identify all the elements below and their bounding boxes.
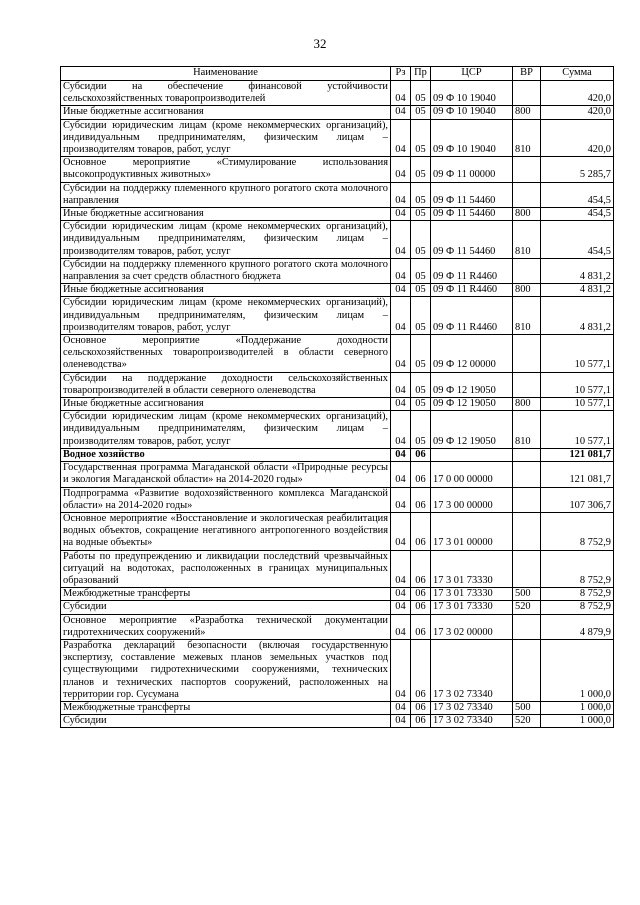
cell-name: Субсидии юридическим лицам (кроме некоммерческих организаций), индивидуальным предпринимателям, физическим лицам – производителям товаров, работ, услуг bbox=[61, 411, 391, 449]
cell-name: Основное мероприятие «Восстановление и экологическая реабилитация водных объектов, сокращение негативного антропогенного воздействия на водные объекты» bbox=[61, 512, 391, 550]
cell-sum: 1 000,0 bbox=[541, 701, 614, 714]
table-row bbox=[61, 284, 614, 297]
header-pr: Пр bbox=[411, 67, 431, 81]
cell-pr: 06 bbox=[411, 614, 431, 639]
cell-sum: 107 306,7 bbox=[541, 487, 614, 512]
table-row bbox=[61, 462, 614, 487]
cell-vr: 810 bbox=[513, 297, 541, 335]
cell-csr: 09 Ф 11 54460 bbox=[431, 182, 513, 207]
cell-pr: 06 bbox=[411, 448, 431, 461]
cell-sum: 454,5 bbox=[541, 208, 614, 221]
table-row bbox=[61, 119, 614, 157]
header-csr: ЦСР bbox=[431, 67, 513, 81]
table-row bbox=[61, 614, 614, 639]
cell-sum: 4 879,9 bbox=[541, 614, 614, 639]
header-name: Наименование bbox=[61, 67, 391, 81]
cell-pr: 06 bbox=[411, 601, 431, 614]
cell-name: Субсидии на поддержание доходности сельскохозяйственных товаропроизводителей в области северного оленеводства bbox=[61, 372, 391, 397]
cell-csr: 09 Ф 12 19050 bbox=[431, 411, 513, 449]
cell-csr: 09 Ф 11 R4460 bbox=[431, 258, 513, 283]
cell-csr: 17 3 01 73330 bbox=[431, 601, 513, 614]
cell-rz: 04 bbox=[391, 258, 411, 283]
cell-vr bbox=[513, 258, 541, 283]
cell-rz: 04 bbox=[391, 106, 411, 119]
cell-pr: 05 bbox=[411, 221, 431, 259]
cell-pr: 05 bbox=[411, 335, 431, 373]
page-number: 32 bbox=[313, 36, 327, 51]
cell-pr: 05 bbox=[411, 398, 431, 411]
cell-csr: 09 Ф 12 00000 bbox=[431, 335, 513, 373]
cell-pr: 06 bbox=[411, 462, 431, 487]
table-row bbox=[61, 588, 614, 601]
cell-sum: 10 577,1 bbox=[541, 372, 614, 397]
cell-name: Государственная программа Магаданской области «Природные ресурсы и экология Магаданской области» на 2014-2020 годы» bbox=[61, 462, 391, 487]
cell-vr bbox=[513, 462, 541, 487]
cell-csr: 17 3 01 73330 bbox=[431, 588, 513, 601]
cell-pr: 05 bbox=[411, 297, 431, 335]
cell-pr: 05 bbox=[411, 119, 431, 157]
cell-csr: 17 3 02 00000 bbox=[431, 614, 513, 639]
cell-name: Разработка деклараций безопасности (включая государственную экспертизу, составление межевых планов земельных участков под существующими гидротехническими сооружениями, технических планов и технических паспортов сооружений, расположенных на территории гор. Сусумана bbox=[61, 639, 391, 701]
cell-vr bbox=[513, 550, 541, 588]
cell-rz: 04 bbox=[391, 462, 411, 487]
cell-pr: 06 bbox=[411, 550, 431, 588]
cell-pr: 05 bbox=[411, 372, 431, 397]
budget-table bbox=[60, 66, 614, 728]
cell-name: Субсидии bbox=[61, 715, 391, 728]
table-header-row bbox=[61, 67, 614, 81]
cell-rz: 04 bbox=[391, 157, 411, 182]
cell-pr: 05 bbox=[411, 182, 431, 207]
cell-rz: 04 bbox=[391, 335, 411, 373]
cell-sum: 8 752,9 bbox=[541, 550, 614, 588]
header-sum: Сумма bbox=[541, 67, 614, 81]
cell-name: Иные бюджетные ассигнования bbox=[61, 208, 391, 221]
cell-csr: 09 Ф 10 19040 bbox=[431, 106, 513, 119]
table-row bbox=[61, 208, 614, 221]
cell-vr: 500 bbox=[513, 588, 541, 601]
table-row bbox=[61, 106, 614, 119]
cell-vr bbox=[513, 157, 541, 182]
budget-table-body bbox=[61, 81, 614, 728]
cell-csr: 09 Ф 12 19050 bbox=[431, 398, 513, 411]
table-row bbox=[61, 335, 614, 373]
cell-vr: 520 bbox=[513, 601, 541, 614]
cell-rz: 04 bbox=[391, 701, 411, 714]
cell-vr: 810 bbox=[513, 221, 541, 259]
cell-vr: 800 bbox=[513, 208, 541, 221]
cell-csr: 17 3 00 00000 bbox=[431, 487, 513, 512]
cell-vr bbox=[513, 81, 541, 106]
cell-name: Основное мероприятие «Стимулирование использования высокопродуктивных животных» bbox=[61, 157, 391, 182]
cell-pr: 05 bbox=[411, 411, 431, 449]
cell-csr: 09 Ф 10 19040 bbox=[431, 81, 513, 106]
cell-sum: 1 000,0 bbox=[541, 715, 614, 728]
table-row bbox=[61, 701, 614, 714]
table-row bbox=[61, 639, 614, 701]
cell-rz: 04 bbox=[391, 411, 411, 449]
cell-rz: 04 bbox=[391, 639, 411, 701]
cell-vr bbox=[513, 335, 541, 373]
cell-vr: 800 bbox=[513, 398, 541, 411]
cell-vr bbox=[513, 512, 541, 550]
cell-pr: 05 bbox=[411, 106, 431, 119]
cell-rz: 04 bbox=[391, 614, 411, 639]
cell-name: Иные бюджетные ассигнования bbox=[61, 106, 391, 119]
cell-csr: 09 Ф 11 00000 bbox=[431, 157, 513, 182]
table-row bbox=[61, 715, 614, 728]
cell-sum: 8 752,9 bbox=[541, 512, 614, 550]
cell-csr: 09 Ф 11 54460 bbox=[431, 208, 513, 221]
cell-name: Субсидии bbox=[61, 601, 391, 614]
table-row bbox=[61, 157, 614, 182]
cell-name: Подпрограмма «Развитие водохозяйственного комплекса Магаданской области» на 2014-2020 годы» bbox=[61, 487, 391, 512]
cell-rz: 04 bbox=[391, 448, 411, 461]
header-rz: Рз bbox=[391, 67, 411, 81]
cell-rz: 04 bbox=[391, 601, 411, 614]
table-row bbox=[61, 258, 614, 283]
cell-rz: 04 bbox=[391, 284, 411, 297]
table-row bbox=[61, 81, 614, 106]
cell-csr: 09 Ф 10 19040 bbox=[431, 119, 513, 157]
cell-rz: 04 bbox=[391, 512, 411, 550]
table-row bbox=[61, 182, 614, 207]
cell-pr: 05 bbox=[411, 258, 431, 283]
cell-vr bbox=[513, 487, 541, 512]
cell-sum: 420,0 bbox=[541, 81, 614, 106]
cell-sum: 4 831,2 bbox=[541, 297, 614, 335]
cell-pr: 05 bbox=[411, 208, 431, 221]
cell-vr: 520 bbox=[513, 715, 541, 728]
cell-sum: 10 577,1 bbox=[541, 398, 614, 411]
cell-sum: 121 081,7 bbox=[541, 462, 614, 487]
table-row bbox=[61, 601, 614, 614]
cell-name: Работы по предупреждению и ликвидации последствий чрезвычайных ситуаций на водотоках, расположенных в границах муниципальных образований bbox=[61, 550, 391, 588]
cell-vr bbox=[513, 182, 541, 207]
cell-rz: 04 bbox=[391, 182, 411, 207]
cell-sum: 454,5 bbox=[541, 221, 614, 259]
cell-sum: 454,5 bbox=[541, 182, 614, 207]
cell-csr: 17 0 00 00000 bbox=[431, 462, 513, 487]
cell-csr: 09 Ф 12 19050 bbox=[431, 372, 513, 397]
header-vr: ВР bbox=[513, 67, 541, 81]
table-row bbox=[61, 372, 614, 397]
cell-name: Водное хозяйство bbox=[61, 448, 391, 461]
cell-csr: 17 3 02 73340 bbox=[431, 639, 513, 701]
cell-csr: 17 3 02 73340 bbox=[431, 701, 513, 714]
cell-rz: 04 bbox=[391, 588, 411, 601]
cell-vr bbox=[513, 614, 541, 639]
table-row bbox=[61, 512, 614, 550]
cell-csr: 09 Ф 11 54460 bbox=[431, 221, 513, 259]
cell-sum: 121 081,7 bbox=[541, 448, 614, 461]
cell-rz: 04 bbox=[391, 372, 411, 397]
cell-rz: 04 bbox=[391, 221, 411, 259]
cell-rz: 04 bbox=[391, 487, 411, 512]
cell-rz: 04 bbox=[391, 715, 411, 728]
cell-name: Субсидии юридическим лицам (кроме некоммерческих организаций), индивидуальным предпринимателям, физическим лицам – производителям товаров, работ, услуг bbox=[61, 119, 391, 157]
cell-csr bbox=[431, 448, 513, 461]
cell-name: Субсидии юридическим лицам (кроме некоммерческих организаций), индивидуальным предпринимателям, физическим лицам – производителям товаров, работ, услуг bbox=[61, 221, 391, 259]
cell-vr: 810 bbox=[513, 411, 541, 449]
cell-pr: 05 bbox=[411, 284, 431, 297]
cell-pr: 06 bbox=[411, 487, 431, 512]
cell-pr: 06 bbox=[411, 512, 431, 550]
cell-sum: 420,0 bbox=[541, 106, 614, 119]
cell-name: Субсидии на поддержку племенного крупного рогатого скота молочного направления за счет средств областного бюджета bbox=[61, 258, 391, 283]
cell-sum: 5 285,7 bbox=[541, 157, 614, 182]
cell-csr: 17 3 02 73340 bbox=[431, 715, 513, 728]
cell-sum: 10 577,1 bbox=[541, 411, 614, 449]
cell-rz: 04 bbox=[391, 398, 411, 411]
cell-csr: 09 Ф 11 R4460 bbox=[431, 297, 513, 335]
table-row bbox=[61, 221, 614, 259]
cell-pr: 05 bbox=[411, 81, 431, 106]
cell-rz: 04 bbox=[391, 297, 411, 335]
cell-name: Межбюджетные трансферты bbox=[61, 701, 391, 714]
cell-name: Иные бюджетные ассигнования bbox=[61, 284, 391, 297]
cell-name: Субсидии юридическим лицам (кроме некоммерческих организаций), индивидуальным предпринимателям, физическим лицам – производителям товаров, работ, услуг bbox=[61, 297, 391, 335]
cell-csr: 17 3 01 73330 bbox=[431, 550, 513, 588]
cell-name: Межбюджетные трансферты bbox=[61, 588, 391, 601]
cell-pr: 06 bbox=[411, 701, 431, 714]
cell-vr: 810 bbox=[513, 119, 541, 157]
cell-rz: 04 bbox=[391, 119, 411, 157]
cell-rz: 04 bbox=[391, 550, 411, 588]
cell-pr: 06 bbox=[411, 715, 431, 728]
cell-csr: 17 3 01 00000 bbox=[431, 512, 513, 550]
table-row bbox=[61, 411, 614, 449]
cell-vr: 800 bbox=[513, 106, 541, 119]
table-row bbox=[61, 448, 614, 461]
cell-vr bbox=[513, 448, 541, 461]
table-row bbox=[61, 550, 614, 588]
cell-name: Иные бюджетные ассигнования bbox=[61, 398, 391, 411]
cell-name: Основное мероприятие «Разработка технической документации гидротехнических сооружений» bbox=[61, 614, 391, 639]
cell-sum: 4 831,2 bbox=[541, 258, 614, 283]
cell-sum: 420,0 bbox=[541, 119, 614, 157]
cell-pr: 06 bbox=[411, 639, 431, 701]
cell-rz: 04 bbox=[391, 81, 411, 106]
cell-vr: 500 bbox=[513, 701, 541, 714]
cell-pr: 06 bbox=[411, 588, 431, 601]
cell-sum: 8 752,9 bbox=[541, 588, 614, 601]
cell-csr: 09 Ф 11 R4460 bbox=[431, 284, 513, 297]
table-row bbox=[61, 297, 614, 335]
cell-sum: 8 752,9 bbox=[541, 601, 614, 614]
cell-vr: 800 bbox=[513, 284, 541, 297]
cell-vr bbox=[513, 372, 541, 397]
cell-sum: 4 831,2 bbox=[541, 284, 614, 297]
cell-sum: 1 000,0 bbox=[541, 639, 614, 701]
cell-vr bbox=[513, 639, 541, 701]
cell-rz: 04 bbox=[391, 208, 411, 221]
cell-name: Субсидии на обеспечение финансовой устойчивости сельскохозяйственных товаропроизводителей bbox=[61, 81, 391, 106]
table-row bbox=[61, 487, 614, 512]
table-row bbox=[61, 398, 614, 411]
cell-name: Основное мероприятие «Поддержание доходности сельскохозяйственных товаропроизводителей в области северного оленеводства» bbox=[61, 335, 391, 373]
cell-pr: 05 bbox=[411, 157, 431, 182]
cell-name: Субсидии на поддержку племенного крупного рогатого скота молочного направления bbox=[61, 182, 391, 207]
cell-sum: 10 577,1 bbox=[541, 335, 614, 373]
